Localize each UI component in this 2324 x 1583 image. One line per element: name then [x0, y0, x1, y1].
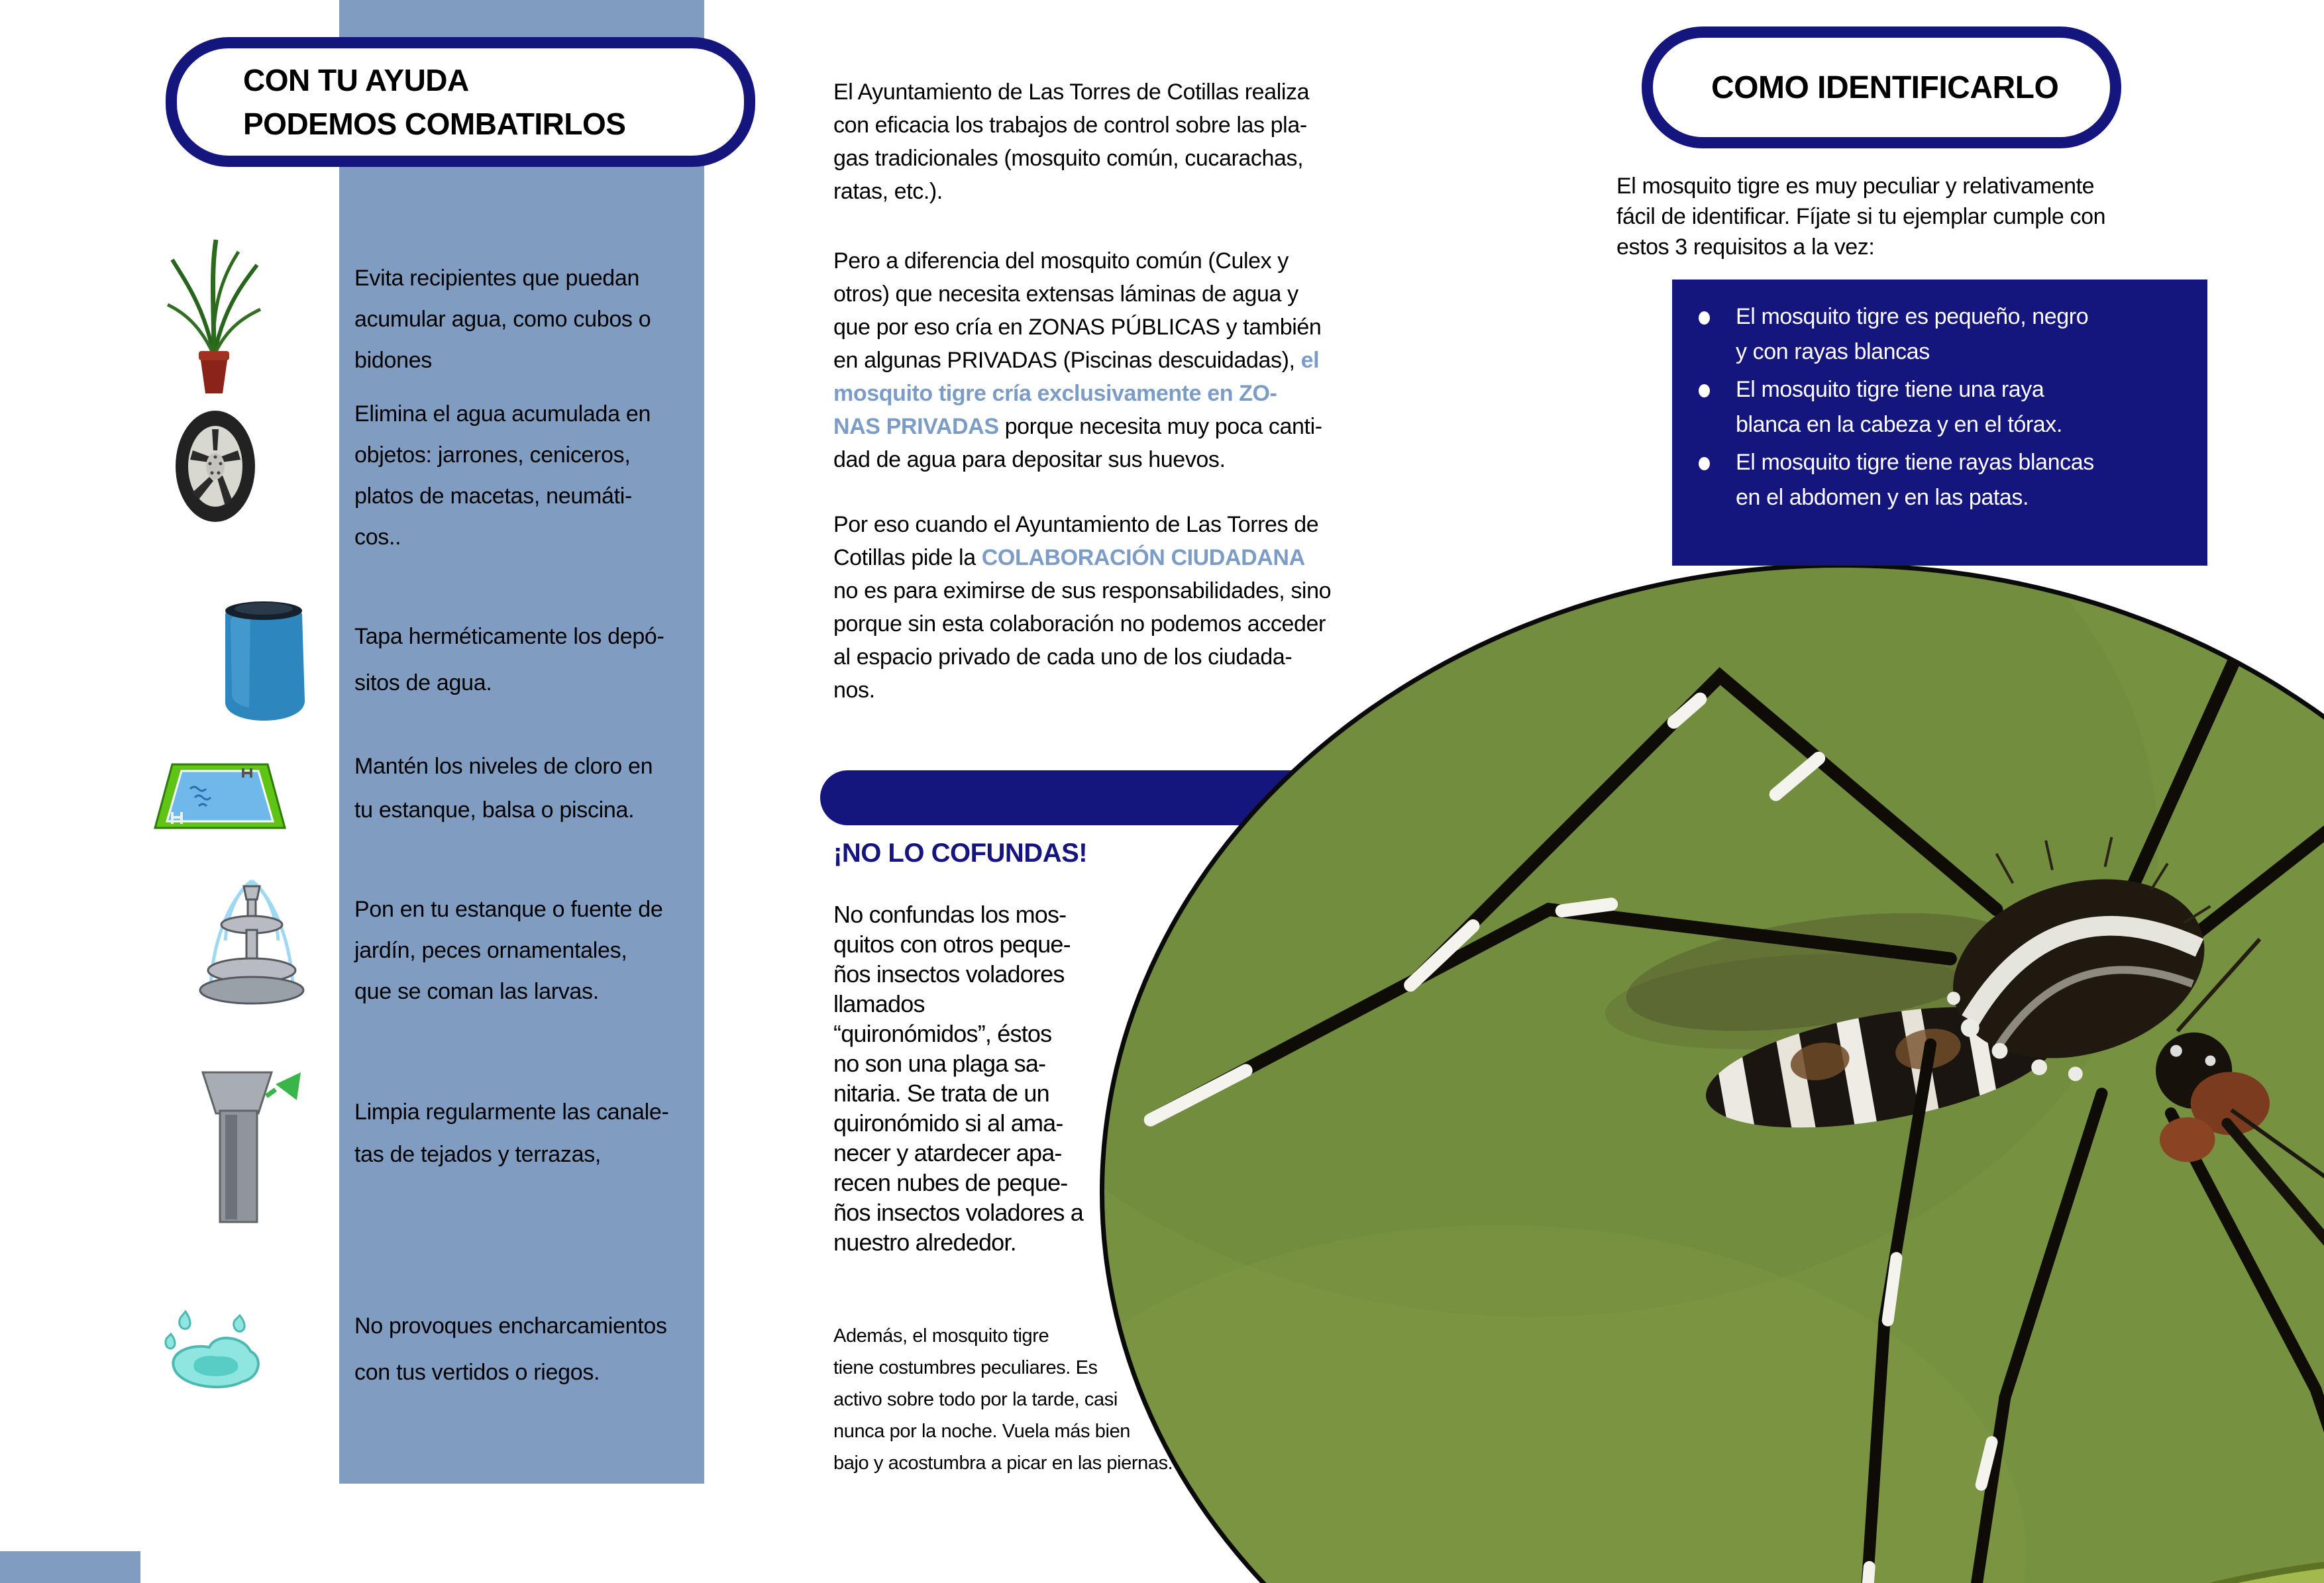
middle-paragraph-3: Por eso cuando el Ayuntamiento de Las Torres de Cotillas pide la COLABORACIÓN CIUDADANA no es para eximirse de sus responsabilidades, sino porque sin esta colaboración no podemos acceder al espacio privado de cada uno de los ciudada- nos.: [833, 512, 1332, 703]
right-title-label: COMO IDENTIFICARLO: [1711, 70, 2059, 105]
water-drum-icon: [211, 595, 317, 731]
middle-paragraph-4: No confundas los mos- quitos con otros peque- ños insectos voladores llamados “quironómidos”, éstos no son una plaga sa- nitaria. Se trata de un quironómido si al ama- necer y atardecer apa- recen nubes de peque- ños insectos voladores a nuestro alrededor.: [833, 901, 1084, 1256]
bottom-left-chip: [0, 1551, 140, 1583]
middle-paragraph-1: El Ayuntamiento de Las Torres de Cotillas realiza con eficacia los trabajos de control sobre las pla- gas tradicionales (mosquito común, cucarachas, ratas, etc.).: [833, 79, 1310, 204]
bullet-item: El mosquito tigre tiene rayas blancas en el abdomen y en las patas.: [1692, 445, 2194, 515]
roof-gutter-icon: [197, 1050, 310, 1229]
bullet-item: El mosquito tigre tiene una raya blanca en la cabeza y en el tórax.: [1692, 372, 2194, 442]
swimming-pool-icon: [154, 759, 286, 833]
left-title-line2: PODEMOS COMBATIRLOS: [243, 107, 626, 141]
left-item-text-1: Evita recipientes que puedan acumular agua, como cubos o bidones: [354, 266, 651, 373]
water-puddle-icon: [163, 1306, 266, 1404]
mosquito-illustration: [1104, 568, 2324, 1583]
left-item-text-3: Tapa herméticamente los depó- sitos de agua.: [354, 624, 664, 695]
tiger-mosquito-photo: [1100, 563, 2324, 1583]
identification-bullet-box: [1672, 280, 2207, 566]
left-item-text-4: Mantén los niveles de cloro en tu estanque, balsa o piscina.: [354, 754, 653, 823]
right-intro-text: El mosquito tigre es muy peculiar y relativamente fácil de identificar. Fíjate si tu ejemplar cumple con estos 3 requisitos a la vez:: [1616, 174, 2106, 260]
left-item-text-6: Limpia regularmente las canale- tas de tejados y terrazas,: [354, 1099, 669, 1167]
left-item-text-7: No provoques encharcamientos con tus vertidos o riegos.: [354, 1313, 667, 1385]
left-title-line1: CON TU AYUDA: [243, 63, 469, 97]
plant-icon: [164, 233, 264, 395]
middle-paragraph-2: Pero a diferencia del mosquito común (Culex y otros) que necesita extensas láminas de agua y que por eso cría en ZONAS PÚBLICAS y también en algunas PRIVADAS (Piscinas descuidadas), el mosquito tigre cría exclusivamente en ZO- NAS PRIVADAS porque necesita muy poca canti- dad de agua para depositar sus huevos.: [833, 248, 1322, 472]
no-confundas-heading: ¡NO LO COFUNDAS!: [833, 839, 1088, 868]
left-band: [339, 0, 704, 1484]
fountain-icon: [197, 861, 307, 1013]
left-title-box: [166, 37, 755, 167]
left-item-text-5: Pon en tu estanque o fuente de jardín, peces ornamentales, que se coman las larvas.: [354, 897, 663, 1004]
left-item-text-2: Elimina el agua acumulada en objetos: jarrones, ceniceros, platos de macetas, neumáti- cos..: [354, 401, 651, 550]
tire-icon: [174, 409, 257, 523]
middle-paragraph-5: Además, el mosquito tigre tiene costumbres peculiares. Es activo sobre todo por la tarde, casi nunca por la noche. Vuela más bien bajo y acostumbra a picar en las piernas.: [833, 1325, 1173, 1474]
right-title-box: [1642, 26, 2121, 148]
bullet-item: El mosquito tigre es pequeño, negro y con rayas blancas: [1692, 299, 2194, 370]
